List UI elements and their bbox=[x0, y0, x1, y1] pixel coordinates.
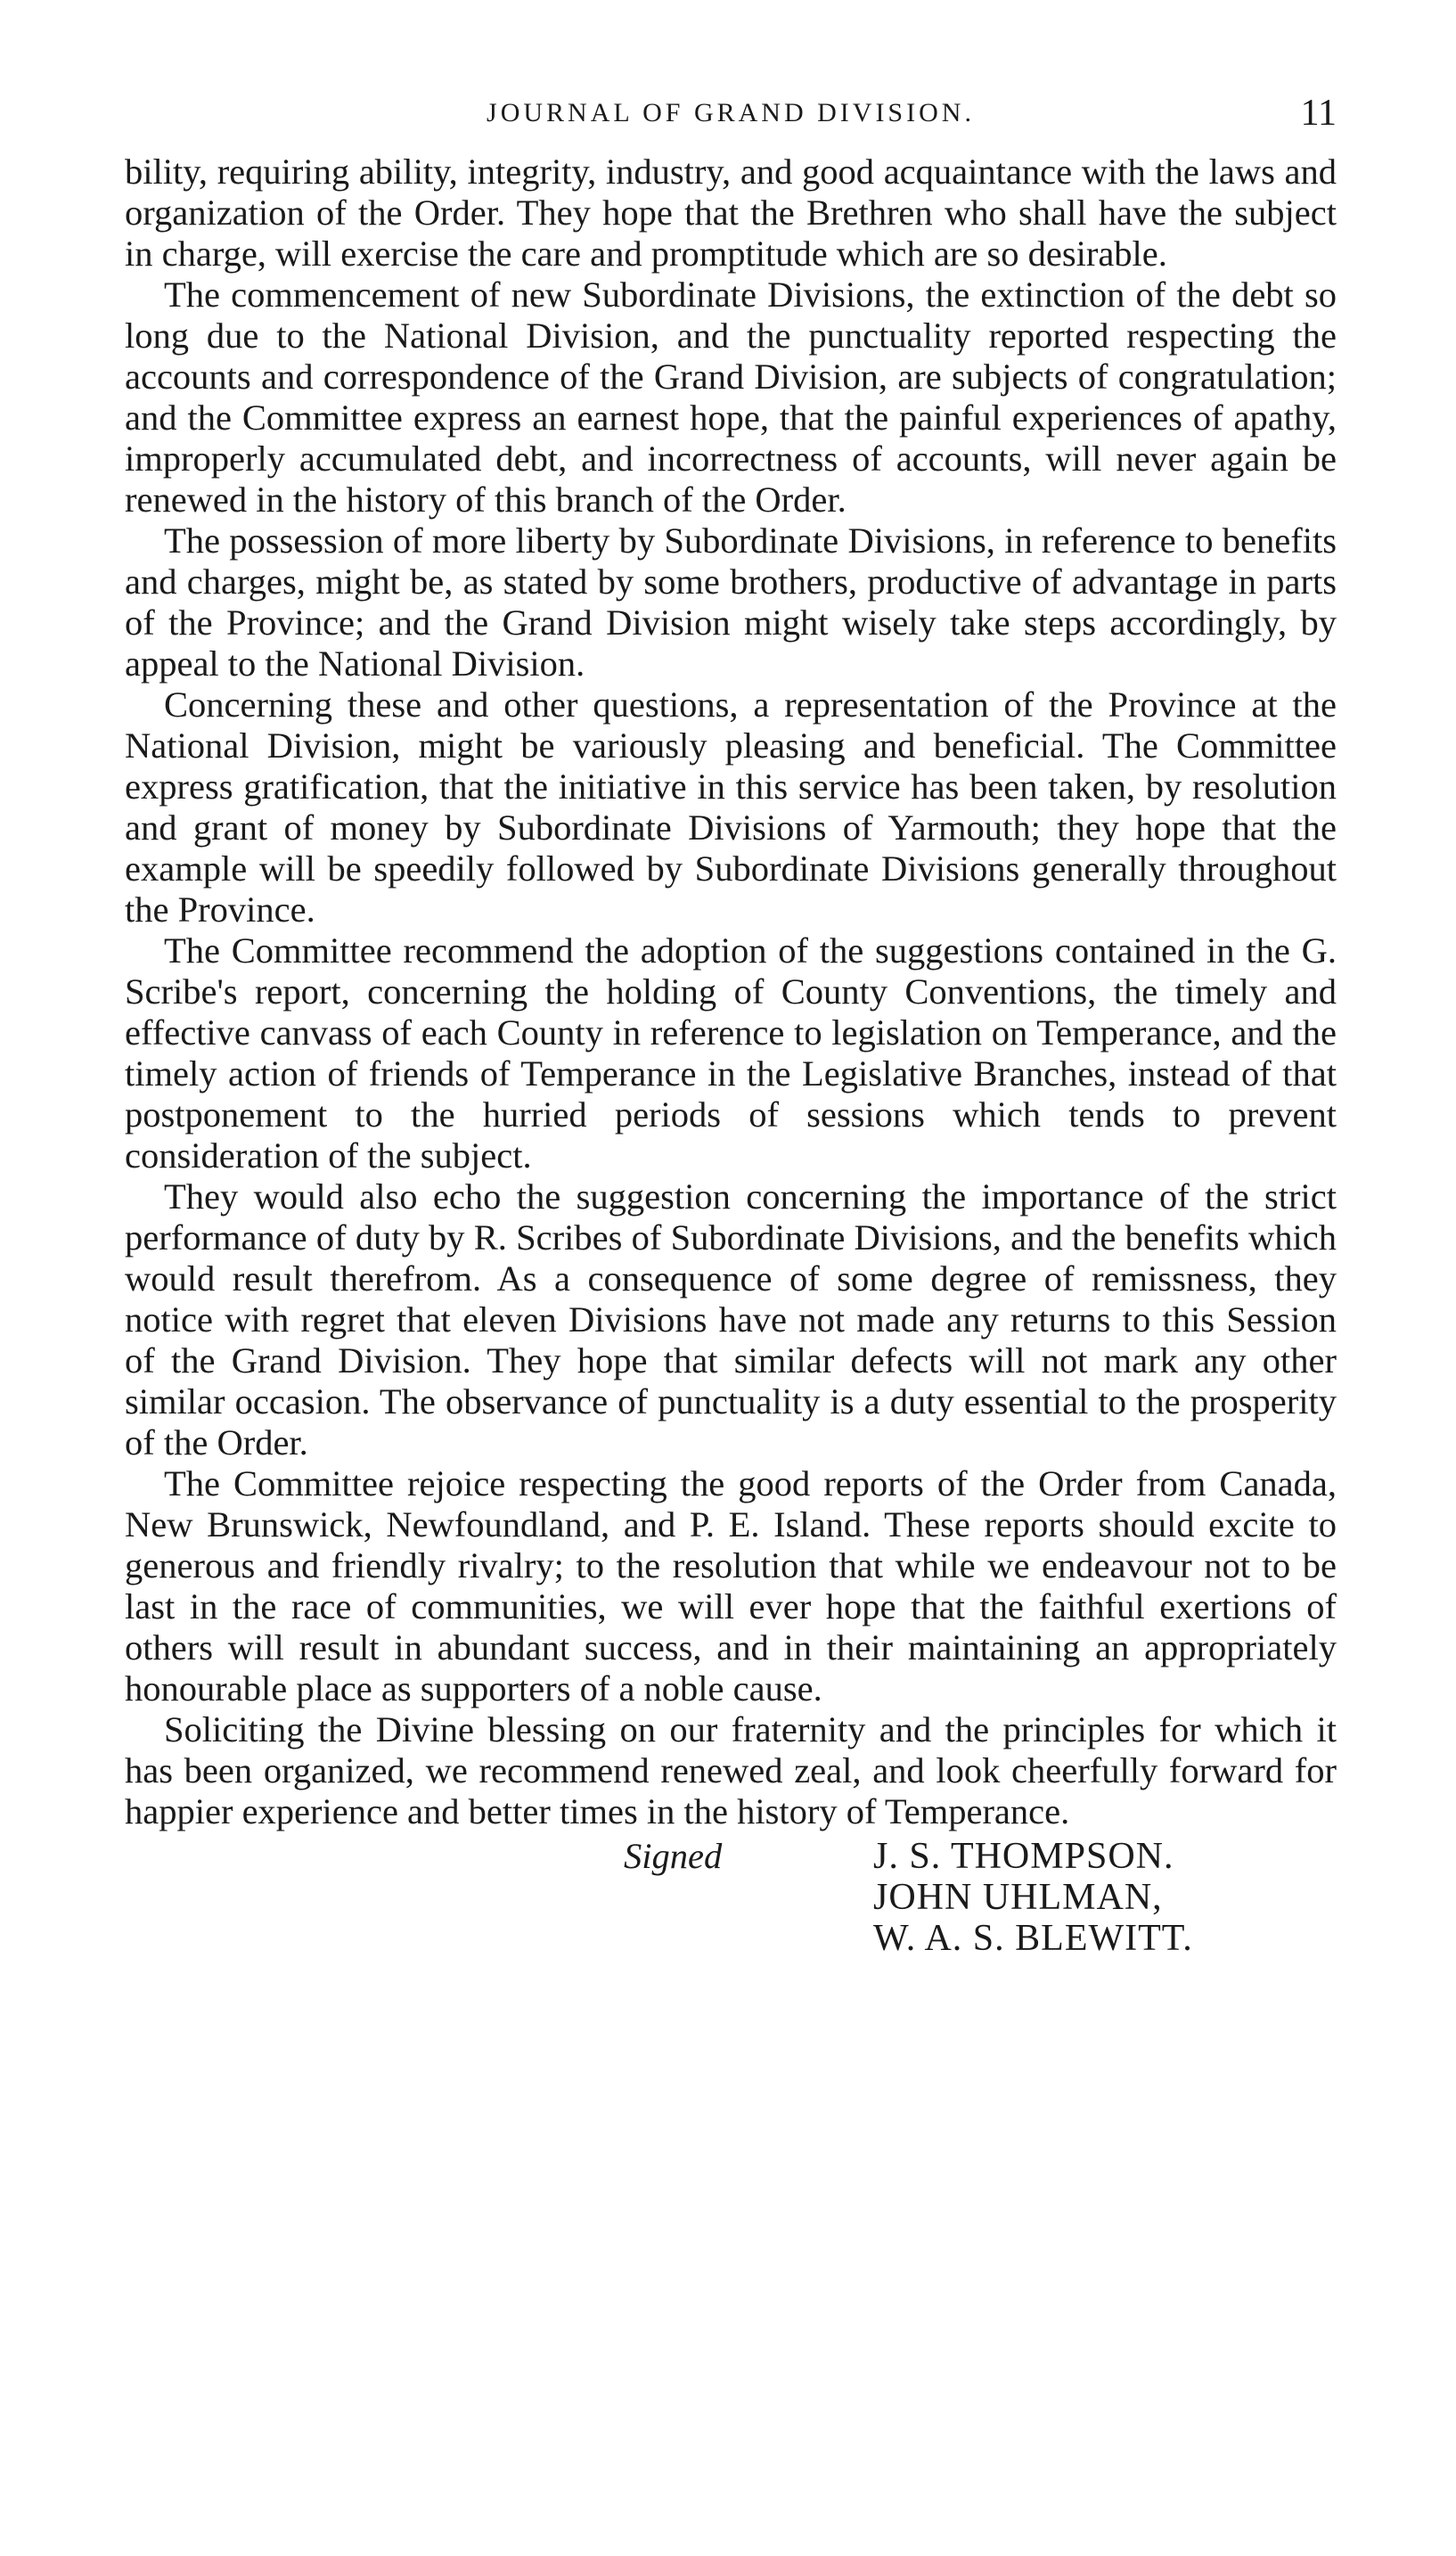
paragraph-new-divisions: The commencement of new Subordinate Divisions, the extinction of the debt so long due to the National Division, and the punctuality reported respecting the accounts and correspondence of the Grand Division, are subjects of congratulation; and the Committee express an earnest hope, that the painful experiences of apathy, improperly accumulated debt, and incorrectness of accounts, will never again be renewed in the history of this branch of the Order. bbox=[125, 274, 1337, 520]
signatory-name: J. S. THOMPSON. bbox=[873, 1836, 1174, 1877]
paragraph-recommendations: The Committee recommend the adoption of the suggestions contained in the G. Scribe's report, concerning the holding of County Conventions, the timely and effective canvass of each County in reference to legislation on Temperance, and the timely action of friends of Temperance in the Legislative Branches, instead of that postponement to the hurried periods of sessions which tends to prevent consideration of the subject. bbox=[125, 930, 1337, 1176]
running-head bbox=[125, 82, 1337, 144]
paragraph-representation: Concerning these and other questions, a representation of the Province at the National Division, might be variously pleasing and beneficial. The Committee express gratification, that the initiative in this service has been taken, by resolution and grant of money by Subordinate Divisions of Yarmouth; they hope that the example will be speedily followed by Subordinate Divisions generally throughout the Province. bbox=[125, 684, 1337, 930]
page bbox=[125, 82, 1337, 1996]
signatories bbox=[873, 1836, 1193, 1959]
signatory-name: W. A. S. BLEWITT. bbox=[873, 1918, 1193, 1959]
paragraph-scribes: They would also echo the suggestion concerning the importance of the strict performance of duty by R. Scribes of Subordinate Divisions, and the benefits which would result therefrom. As a consequence of some degree of remissness, they notice with regret that eleven Divisions have not made any returns to this Session of the Grand Division. They hope that similar defects will not mark any other similar occasion. The observance of punctuality is a duty essential to the prosperity of the Order. bbox=[125, 1176, 1337, 1462]
paragraph-liberty: The possession of more liberty by Subordinate Divisions, in reference to benefits and charges, might be, as stated by some brothers, productive of advantage in parts of the Province; and the Grand Division might wisely take steps accordingly, by appeal to the National Division. bbox=[125, 520, 1337, 684]
signature-block bbox=[125, 1836, 1337, 1996]
paragraph-reports: The Committee rejoice respecting the good reports of the Order from Canada, New Brunswick, Newfoundland, and P. E. Island. These reports should excite to generous and friendly rivalry; to the resolution that while we endeavour not to be last in the race of communities, we will ever hope that the faithful exertions of others will result in abundant success, and in their maintaining an appropriately honourable place as supporters of a noble cause. bbox=[125, 1463, 1337, 1708]
paragraph-closing: Soliciting the Divine blessing on our fraternity and the principles for which it has been organized, we recommend renewed zeal, and look cheerfully forward for happier experience and better times in the history of Temperance. bbox=[125, 1709, 1337, 1831]
signed-label: Signed bbox=[624, 1836, 723, 1876]
body-text bbox=[125, 152, 1337, 1832]
page-number: 11 bbox=[1300, 93, 1337, 134]
running-title: JOURNAL OF GRAND DIVISION. bbox=[487, 98, 975, 127]
paragraph-continuation: bility, requiring ability, integrity, industry, and good acquaintance with the laws and organization of the Order. They hope that the Brethren who shall have the subject in charge, will exercise the care and promptitude which are so desirable. bbox=[125, 152, 1337, 274]
signatory-name: JOHN UHLMAN, bbox=[873, 1877, 1163, 1918]
